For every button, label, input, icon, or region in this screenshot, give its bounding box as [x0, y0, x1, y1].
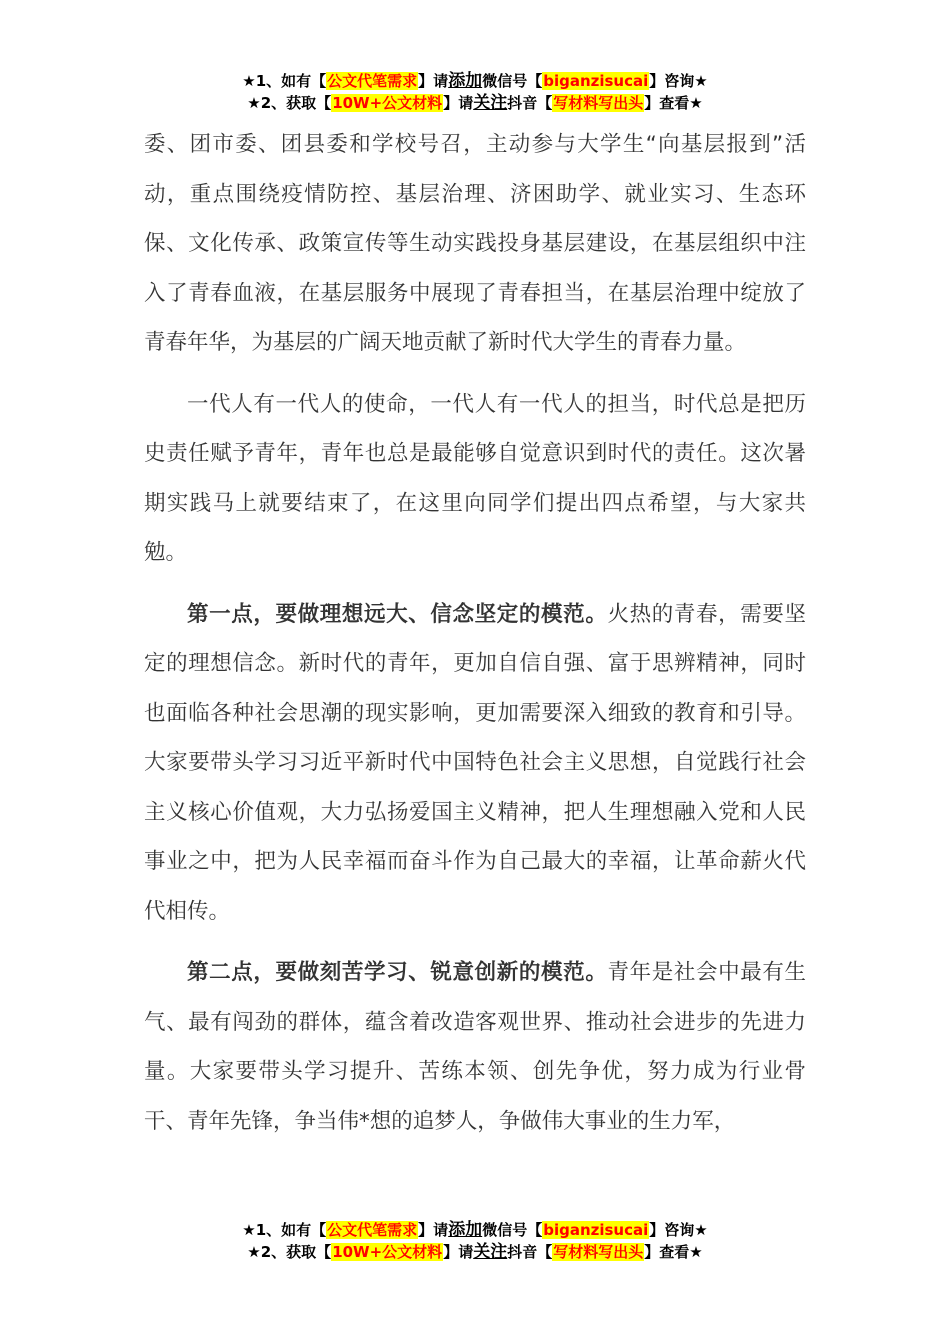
paragraph-lead: 第一点，要做理想远大、信念坚定的模范。 — [187, 601, 608, 627]
banner-text: 】请 — [443, 1243, 474, 1261]
paragraph — [144, 590, 806, 937]
paragraph-text: 一代人有一代人的使命，一代人有一代人的担当，时代总是把历史责任赋予青年，青年也总是最能够自觉意识到时代的责任。这次暑期实践马上就要结束了，在这里向同学们提出四点希望，与大家共勉。 — [144, 391, 806, 565]
paragraph-text: 委、团市委、团县委和学校号召，主动参与大学生“向基层报到”活动，重点围绕疫情防控、基层治理、济困助学、就业实习、生态环保、文化传承、政策宣传等生动实践投身基层建设，在基层组织中注入了青春血液，在基层服务中展现了青春担当，在基层治理中绽放了青春年华，为基层的广阔天地贡献了新时代大学生的青春力量。 — [144, 132, 806, 355]
banner-text: 】请 — [418, 1221, 449, 1239]
header-banner — [0, 70, 950, 114]
banner-text: 抖音【 — [507, 94, 553, 112]
highlight-douyin: 写材料写出头 — [553, 1243, 644, 1261]
emphasis-follow: 关注 — [473, 93, 508, 113]
banner-line-2 — [0, 92, 950, 114]
banner-line-2 — [0, 1241, 950, 1263]
paragraph-text: 青年是社会中最有生气、最有闯劲的群体，蕴含着改造客观世界、推动社会进步的先进力量。大家要带头学习提升、苦练本领、创先争优，努力成为行业骨干、青年先锋，争当伟*想的追梦人，争做伟大事业的生力军， — [144, 960, 806, 1134]
banner-line-1 — [0, 1219, 950, 1241]
banner-text: 】查看★ — [644, 94, 703, 112]
banner-text: ★2、获取【 — [247, 94, 332, 112]
highlight-service: 公文代笔需求 — [327, 72, 418, 90]
paragraph — [144, 948, 806, 1146]
emphasis-follow: 关注 — [473, 1242, 508, 1262]
highlight-douyin: 写材料写出头 — [553, 94, 644, 112]
banner-text: 】请 — [418, 72, 449, 90]
banner-text: 微信号【 — [482, 1221, 543, 1239]
banner-text: 】查看★ — [644, 1243, 703, 1261]
highlight-wechat-id: biganzisucai — [543, 72, 649, 90]
highlight-service: 公文代笔需求 — [327, 1221, 418, 1239]
highlight-materials: 10W+公文材料 — [332, 94, 443, 112]
paragraph-text: 火热的青春，需要坚定的理想信念。新时代的青年，更加自信自强、富于思辨精神，同时也面临各种社会思潮的现实影响，更加需要深入细致的教育和引导。大家要带头学习习近平新时代中国特色社会主义思想，自觉践行社会主义核心价值观，大力弘扬爱国主义精神，把人生理想融入党和人民事业之中，把为人民幸福而奋斗作为自己最大的幸福，让革命薪火代代相传。 — [144, 601, 806, 924]
banner-line-1 — [0, 70, 950, 92]
banner-text: 】咨询★ — [649, 1221, 708, 1239]
banner-text: ★2、获取【 — [247, 1243, 332, 1261]
emphasis-add: 添加 — [448, 71, 483, 91]
banner-text: 微信号【 — [482, 72, 543, 90]
emphasis-add: 添加 — [448, 1220, 483, 1240]
footer-banner — [0, 1219, 950, 1263]
highlight-wechat-id: biganzisucai — [543, 1221, 649, 1239]
banner-text: 】请 — [443, 94, 474, 112]
banner-text: 】咨询★ — [649, 72, 708, 90]
highlight-materials: 10W+公文材料 — [332, 1243, 443, 1261]
paragraph-lead: 第二点，要做刻苦学习、锐意创新的模范。 — [187, 960, 608, 985]
document-body — [144, 120, 806, 1158]
paragraph — [144, 120, 806, 368]
paragraph — [144, 380, 806, 578]
banner-text: ★1、如有【 — [242, 1221, 327, 1239]
banner-text: ★1、如有【 — [242, 72, 327, 90]
banner-text: 抖音【 — [507, 1243, 553, 1261]
